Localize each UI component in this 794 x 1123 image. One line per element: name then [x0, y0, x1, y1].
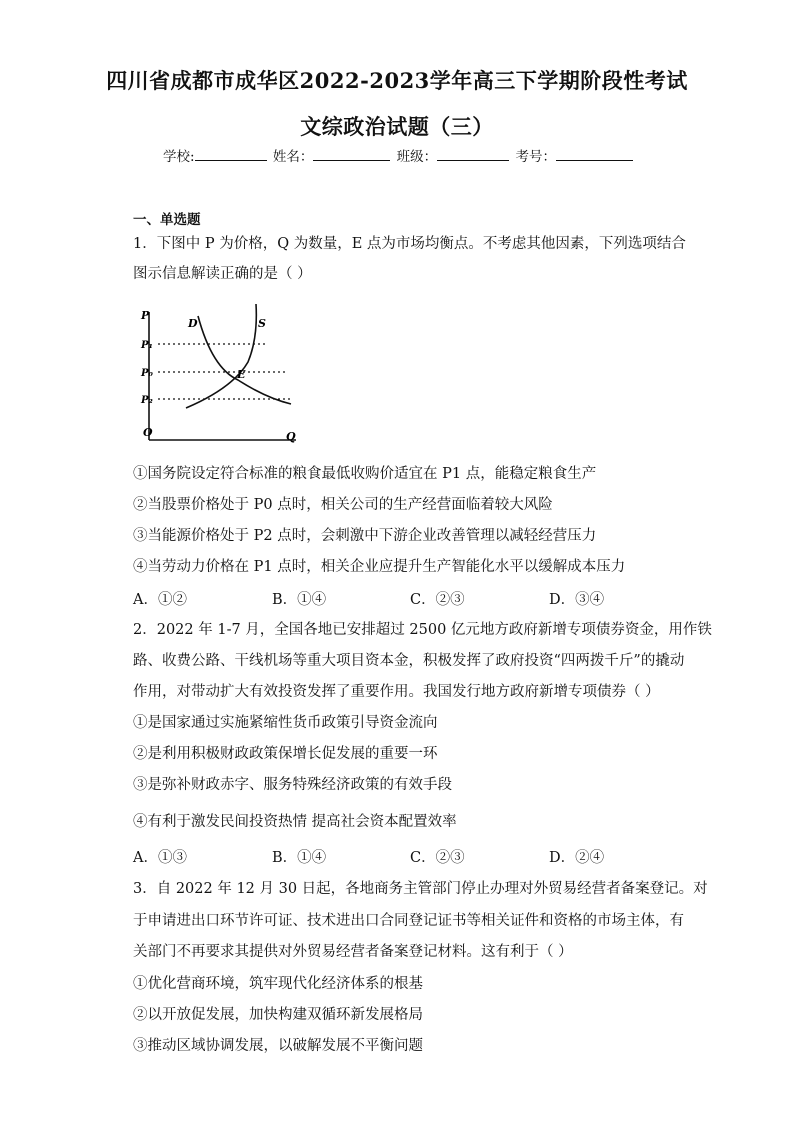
supply-demand-graph: [138, 298, 308, 446]
q2-stem-line: 作用，对带动扩大有效投资发挥了重要作用。我国发行地方政府新增专项债券（ ）: [133, 684, 660, 700]
p1-label: P₁: [141, 340, 153, 351]
q2-option-c[interactable]: C．②③: [410, 850, 465, 866]
s-curve-label: S: [258, 317, 266, 330]
q2-statement: ①是国家通过实施紧缩性货币政策引导资金流向: [133, 715, 438, 731]
q1-statement: ④当劳动力价格在 P1 点时，相关企业应提升生产智能化水平以缓解成本压力: [133, 559, 626, 575]
q2-option-a[interactable]: A．①③: [133, 850, 187, 866]
q2-statement: ④有利于激发民间投资热情 提高社会资本配置效率: [133, 814, 457, 830]
q3-statement: ①优化营商环境，筑牢现代化经济体系的根基: [133, 976, 423, 992]
exam-number-blank[interactable]: [556, 147, 633, 161]
d-curve-label: D: [188, 317, 198, 330]
q1-statement: ③当能源价格处于 P2 点时，会刺激中下游企业改善管理以减轻经营压力: [133, 528, 597, 544]
q1-option-d[interactable]: D．③④: [549, 592, 605, 608]
q2-option-b[interactable]: B．①④: [272, 850, 327, 866]
student-info-row: [163, 145, 635, 165]
demand-curve: [198, 316, 291, 404]
origin-label: O: [143, 426, 153, 439]
q3-stem-line: 关部门不再要求其提供对外贸易经营者备案登记材料。这有利于（ ）: [133, 944, 573, 960]
q1-statement: ①国务院设定符合标准的粮食最低收购价适宜在 P1 点，能稳定粮食生产: [133, 466, 597, 482]
q3-statement: ③推动区域协调发展，以破解发展不平衡问题: [133, 1038, 423, 1054]
exam-subtitle: 文综政治试题（三）: [300, 114, 494, 139]
q1-statement: ②当股票价格处于 P0 点时，相关公司的生产经营面临着较大风险: [133, 497, 553, 513]
q2-stem-line: 2．2022 年 1-7 月，全国各地已安排超过 2500 亿元地方政府新增专项债券资金，用作铁: [133, 622, 712, 638]
p2-label: P₂: [141, 395, 153, 406]
exam-title: 四川省成都市成华区2022-2023学年高三下学期阶段性考试: [106, 68, 688, 93]
q2-statement: ②是利用积极财政政策保增长促发展的重要一环: [133, 746, 438, 762]
q2-option-d[interactable]: D．②④: [549, 850, 605, 866]
p-axis-label: P: [141, 309, 150, 322]
equilibrium-label: E: [237, 368, 246, 381]
school-blank[interactable]: [195, 147, 267, 161]
q1-option-a[interactable]: A．①②: [133, 592, 187, 608]
q1-option-c[interactable]: C．②③: [410, 592, 465, 608]
section-title: 一、单选题: [133, 212, 201, 228]
q1-stem-line: 图示信息解读正确的是（ ）: [133, 266, 312, 282]
q3-stem-line: 3．自 2022 年 12 月 30 日起，各地商务主管部门停止办理对外贸易经营者备案登记。对: [133, 881, 708, 897]
class-blank[interactable]: [437, 147, 509, 161]
q3-statement: ②以开放促发展，加快构建双循环新发展格局: [133, 1007, 423, 1023]
q2-stem-line: 路、收费公路、干线机场等重大项目资本金，积极发挥了政府投资“四两拨千斤”的撬动: [133, 653, 685, 669]
name-blank[interactable]: [313, 147, 390, 161]
q-axis-label: Q: [286, 430, 296, 443]
p0-label: P₀: [141, 368, 153, 379]
q1-option-b[interactable]: B．①④: [272, 592, 327, 608]
name-label: 姓名：: [272, 149, 314, 165]
school-label: 学校:: [163, 149, 195, 165]
q3-stem-line: 于申请进出口环节许可证、技术进出口合同登记证书等相关证件和资格的市场主体，有: [133, 913, 684, 929]
q1-stem-line: 1．下图中 P 为价格，Q 为数量，E 点为市场均衡点。不考虑其他因素，下列选项结合: [133, 236, 686, 252]
exam-number-label: 考号：: [515, 149, 556, 165]
q2-statement: ③是弥补财政赤字、服务特殊经济政策的有效手段: [133, 777, 452, 793]
class-label: 班级：: [396, 149, 438, 165]
